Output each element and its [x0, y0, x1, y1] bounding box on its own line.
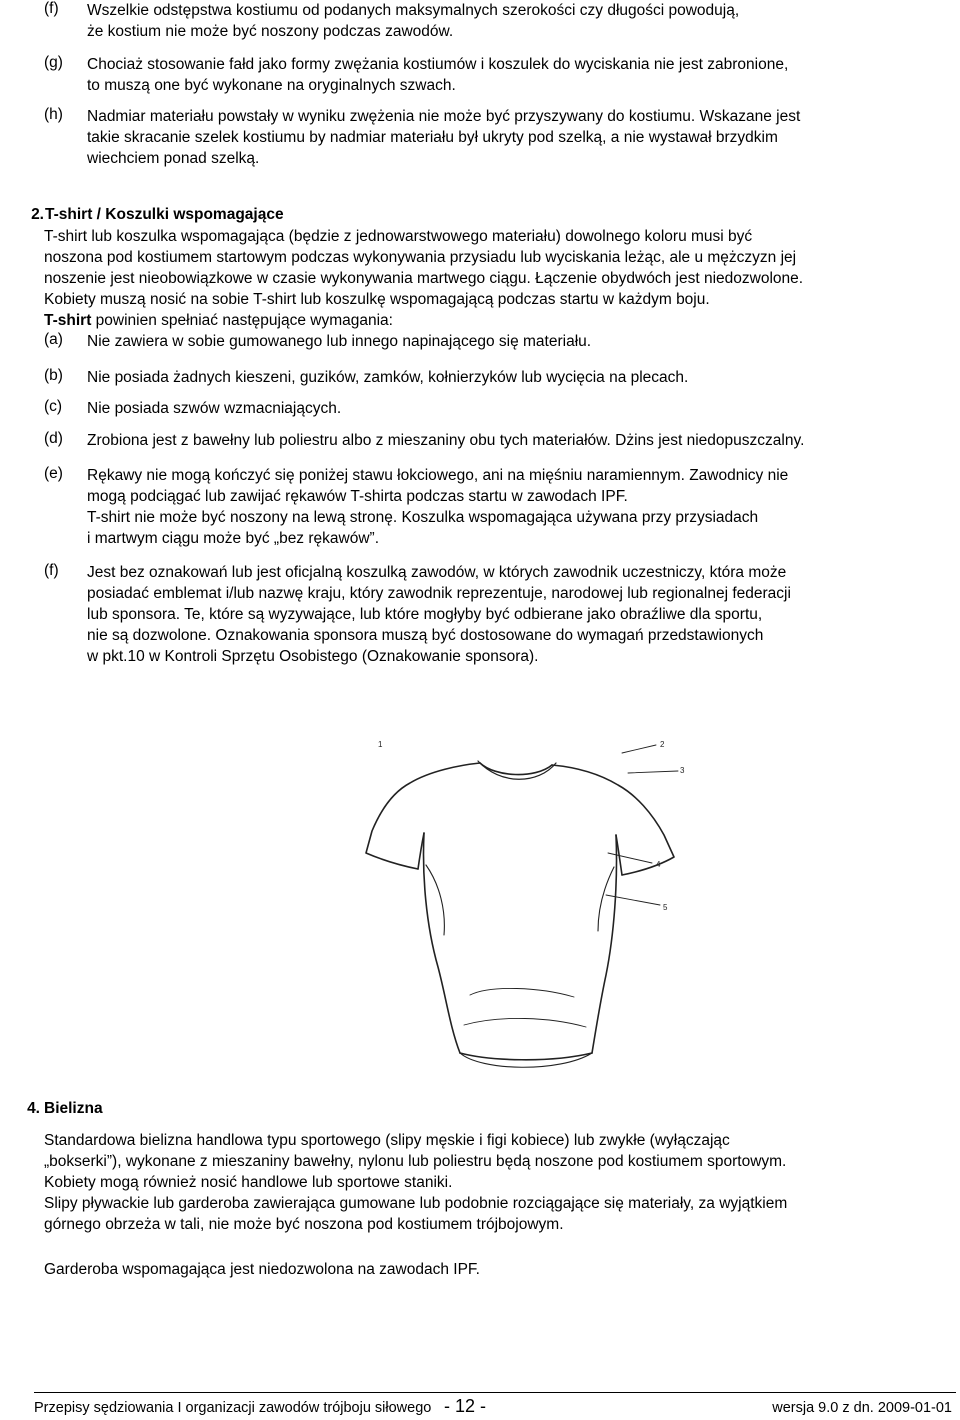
page-number: - 12 -	[444, 1396, 487, 1416]
callout-3: 3	[680, 766, 685, 775]
text-line: Nie posiada żadnych kieszeni, guzików, zamków, kołnierzyków lub wycięcia na plecach.	[87, 369, 689, 386]
item-f-top	[44, 0, 960, 42]
text-line: górnego obrzeża w tali, nie może być noszona pod kostiumem trójbojowym.	[44, 1216, 564, 1233]
item-text	[87, 398, 960, 419]
callout-2: 2	[660, 740, 665, 749]
text-line: Chociaż stosowanie fałd jako formy zwężania kostiumów i koszulek do wyciskania nie jest zabronione,	[87, 56, 789, 73]
item-label: (a)	[44, 331, 63, 348]
section-number: 2.	[31, 206, 44, 223]
item-f	[44, 562, 960, 667]
text-line: Nie posiada szwów wzmacniających.	[87, 400, 342, 417]
item-c	[44, 398, 960, 419]
text-line: Wszelkie odstępstwa kostiumu od podanych maksymalnych szerokości czy długości powodują,	[87, 2, 740, 19]
item-text	[87, 54, 960, 96]
text-line: „bokserki”), wykonane z mieszaniny bawełny, nylonu lub poliestru będą noszone pod kostiumem sportowym.	[44, 1153, 787, 1170]
item-text	[87, 465, 960, 549]
footer-right: wersja 9.0 z dn. 2009-01-01	[772, 1400, 952, 1416]
section-title: T-shirt / Koszulki wspomagające	[45, 206, 284, 223]
text-line: noszenie jest nieobowiązkowe w czasie wykonywania martwego ciągu. Łączenie obydwóch jest niedozwolone.	[44, 270, 804, 287]
text-line: T-shirt lub koszulka wspomagająca (będzie z jednowarstwowego materiału) dowolnego koloru musi być	[44, 228, 753, 245]
item-a	[44, 331, 960, 352]
item-text	[87, 367, 960, 388]
item-e	[44, 465, 960, 549]
text-line: nie są dozwolone. Oznakowania sponsora muszą być dostosowane do wymagań przedstawionych	[87, 627, 764, 644]
text-line: że kostium nie może być noszony podczas zawodów.	[87, 23, 454, 40]
callout-1: 1	[378, 740, 383, 749]
item-g-top	[44, 54, 960, 96]
item-text	[87, 0, 960, 42]
text-line: noszona pod kostiumem startowym podczas wykonywania przysiadu lub wyciskania leżąc, ale u mężczyzn jej	[44, 249, 797, 266]
item-label: (b)	[44, 367, 63, 384]
page-footer	[0, 1396, 960, 1420]
footer-rule	[34, 1392, 956, 1393]
text-line: takie skracanie szelek kostiumu by nadmiar materiału był ukryty pod szelką, a nie wystawał brzydkim	[87, 129, 778, 146]
text-line: posiadać emblemat i/lub nazwę kraju, który zawodnik reprezentuje, narodowej lub regionalnej federacji	[87, 585, 791, 602]
item-d	[44, 430, 960, 451]
tshirt-illustration	[360, 735, 700, 1080]
text-line: Nie zawiera w sobie gumowanego lub innego napinającego się materiału.	[87, 333, 592, 350]
section-4-heading	[27, 1098, 958, 1119]
footer-left: Przepisy sędziowania I organizacji zawodów trójboju siłowego	[34, 1400, 432, 1416]
text-line: Kobiety muszą nosić na sobie T-shirt lub koszulkę wspomagającą podczas startu w każdym boju.	[44, 291, 710, 308]
text-line: mogą podciągać lub zawijać rękawów T-shirta podczas startu w zawodach IPF.	[87, 488, 628, 505]
section-2-heading	[31, 204, 958, 225]
text-line: Standardowa bielizna handlowa typu sportowego (slipy męskie i figi kobiece) lub zwykłe (wyłączając	[44, 1132, 730, 1149]
item-label: (g)	[44, 54, 63, 71]
callout-4: 4	[656, 860, 661, 869]
item-text	[87, 331, 960, 352]
item-label: (e)	[44, 465, 63, 482]
text-line: to muszą one być wykonane na oryginalnych szwach.	[87, 77, 456, 94]
text-line: Rękawy nie mogą kończyć się poniżej stawu łokciowego, ani na mięśniu naramiennym. Zawodnicy nie	[87, 467, 789, 484]
item-b	[44, 367, 960, 388]
item-label: (d)	[44, 430, 63, 447]
section-2-paragraph	[44, 226, 958, 331]
text-line: lub sponsora. Te, które są wyzywające, lub które mogłyby być odbierane jako obraźliwe dla sportu,	[87, 606, 763, 623]
item-text	[87, 106, 960, 169]
text-line: Jest bez oznakowań lub jest oficjalną koszulką zawodów, w których zawodnik uczestniczy, która może	[87, 564, 787, 581]
section-number: 4.	[27, 1100, 40, 1117]
item-label: (f)	[44, 0, 59, 17]
text-line: Zrobiona jest z bawełny lub poliestru albo z mieszaniny obu tych materiałów. Dżins jest niedopuszczalny.	[87, 432, 805, 449]
section-4-final: Garderoba wspomagająca jest niedozwolona na zawodach IPF.	[44, 1261, 480, 1278]
text-line: T-shirt nie może być noszony na lewą stronę. Koszulka wspomagająca używana przy przysiadach	[87, 509, 759, 526]
item-label: (h)	[44, 106, 63, 123]
requirements-intro	[44, 310, 958, 331]
item-text	[87, 562, 960, 667]
item-label: (c)	[44, 398, 63, 415]
text-line: wiechciem ponad szelką.	[87, 150, 260, 167]
text-line: i martwym ciągu może być „bez rękawów”.	[87, 530, 379, 547]
section-title: Bielizna	[44, 1100, 103, 1117]
item-text	[87, 430, 960, 451]
item-label: (f)	[44, 562, 59, 579]
section-4-paragraph	[44, 1130, 958, 1235]
item-h-top	[44, 106, 960, 169]
tshirt-drawing	[360, 735, 700, 1080]
text-line: Kobiety mogą również nosić handlowe lub sportowe staniki.	[44, 1174, 453, 1191]
requirements-rest: powinien spełniać następujące wymagania:	[91, 312, 393, 329]
callout-5: 5	[663, 903, 668, 912]
text-line: Nadmiar materiału powstały w wyniku zwężenia nie może być przyszywany do kostiumu. Wskazane jest	[87, 108, 801, 125]
text-line: w pkt.10 w Kontroli Sprzętu Osobistego (Oznakowanie sponsora).	[87, 648, 539, 665]
text-line: Slipy pływackie lub garderoba zawierająca gumowane lub podobnie rozciągające się materiały, za wyjątkiem	[44, 1195, 788, 1212]
tshirt-bold: T-shirt	[44, 312, 92, 329]
